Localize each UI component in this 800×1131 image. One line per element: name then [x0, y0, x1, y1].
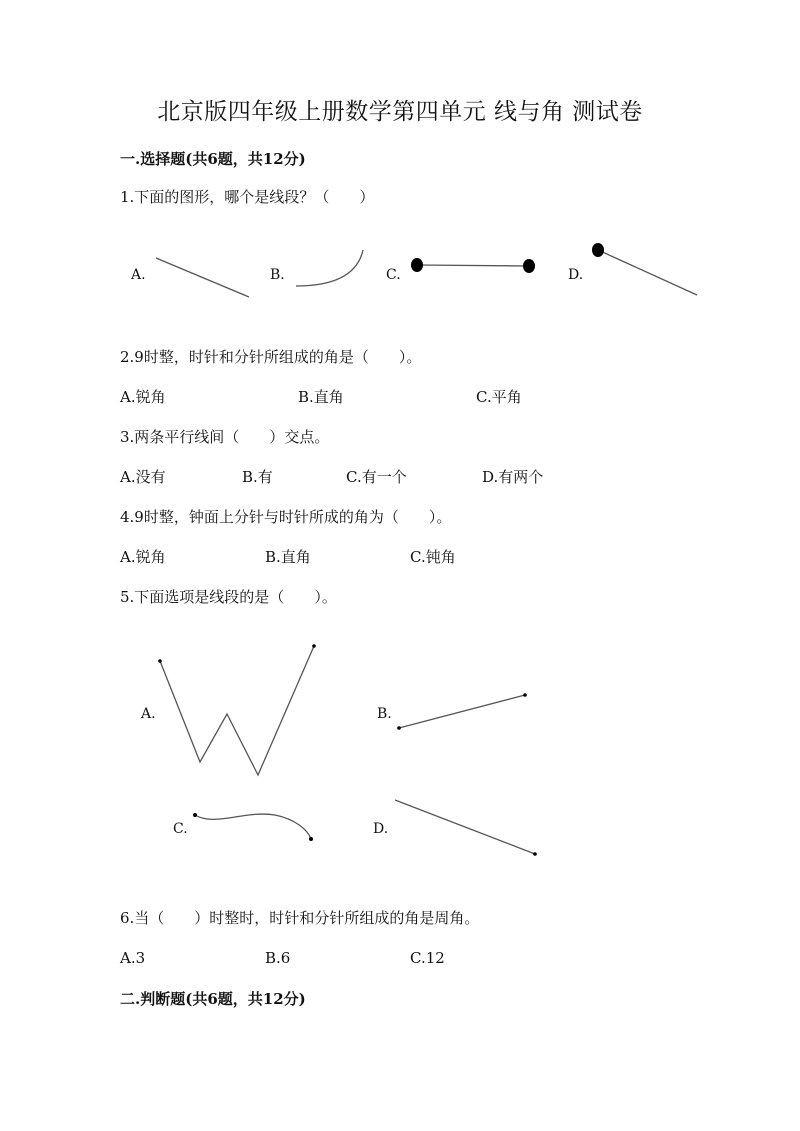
q5-label-c: C.	[173, 821, 188, 837]
q1-option-a-line	[156, 258, 249, 297]
q5-option-b-endpoint-left	[397, 726, 401, 730]
section-heading-choice: 一.选择题(共6题，共12分)	[120, 150, 306, 168]
question-5-text: 5.下面选项是线段的是（ ）。	[120, 588, 337, 606]
q1-label-d: D.	[568, 267, 584, 283]
q1-option-d-ray	[598, 250, 697, 295]
question-6-text: 6.当（ ）时整时，时针和分针所组成的角是周角。	[120, 909, 480, 927]
q2-option-a: A.锐角	[120, 388, 166, 406]
q6-option-c: C.12	[410, 949, 445, 967]
question-2-text: 2.9时整，时针和分针所组成的角是（ ）。	[120, 348, 422, 366]
q1-label-a: A.	[131, 267, 146, 283]
q5-option-c-endpoint-left	[193, 813, 197, 817]
q3-option-b: B.有	[242, 468, 273, 486]
q2-option-b: B.直角	[298, 388, 344, 406]
q1-option-b-curve	[296, 250, 363, 286]
q5-option-c-endpoint-right	[309, 837, 313, 841]
q3-option-d: D.有两个	[482, 468, 544, 486]
q3-option-a: A.没有	[120, 468, 166, 486]
q5-option-a-polyline	[160, 646, 314, 775]
section-heading-judgment: 二.判断题(共6题，共12分)	[120, 990, 306, 1008]
q5-option-c-curve	[195, 814, 311, 839]
q5-option-b-endpoint-right	[523, 693, 527, 697]
q5-label-b: B.	[377, 706, 392, 722]
q5-label-a: A.	[141, 706, 156, 722]
question-3-text: 3.两条平行线间（ ）交点。	[120, 428, 330, 446]
question-1-text: 1.下面的图形，哪个是线段？（ ）	[120, 188, 375, 206]
question-5-figure	[0, 630, 800, 870]
q4-option-a: A.锐角	[120, 548, 166, 566]
q1-option-c-endpoint-right	[523, 259, 535, 273]
q5-option-b-segment	[399, 695, 525, 728]
q6-option-a: A.3	[120, 949, 146, 967]
q1-option-d-endpoint	[592, 243, 604, 257]
q2-option-c: C.平角	[476, 388, 522, 406]
q4-option-c: C.钝角	[410, 548, 456, 566]
q6-option-b: B.6	[265, 949, 291, 967]
page-title: 北京版四年级上册数学第四单元 线与角 测试卷	[157, 99, 643, 125]
q5-label-d: D.	[373, 821, 389, 837]
question-4-text: 4.9时整，钟面上分针与时针所成的角为（ ）。	[120, 508, 452, 526]
q5-option-d-line	[395, 800, 535, 854]
q3-option-c: C.有一个	[346, 468, 407, 486]
q5-option-d-endpoint	[533, 852, 537, 856]
q5-option-a-endpoint-right	[312, 644, 316, 648]
q5-option-a-endpoint-left	[158, 659, 162, 663]
q1-label-c: C.	[386, 267, 401, 283]
q1-label-b: B.	[270, 267, 285, 283]
q4-option-b: B.直角	[265, 548, 311, 566]
q1-option-c-endpoint-left	[411, 258, 423, 272]
q1-option-c-segment	[417, 265, 529, 266]
